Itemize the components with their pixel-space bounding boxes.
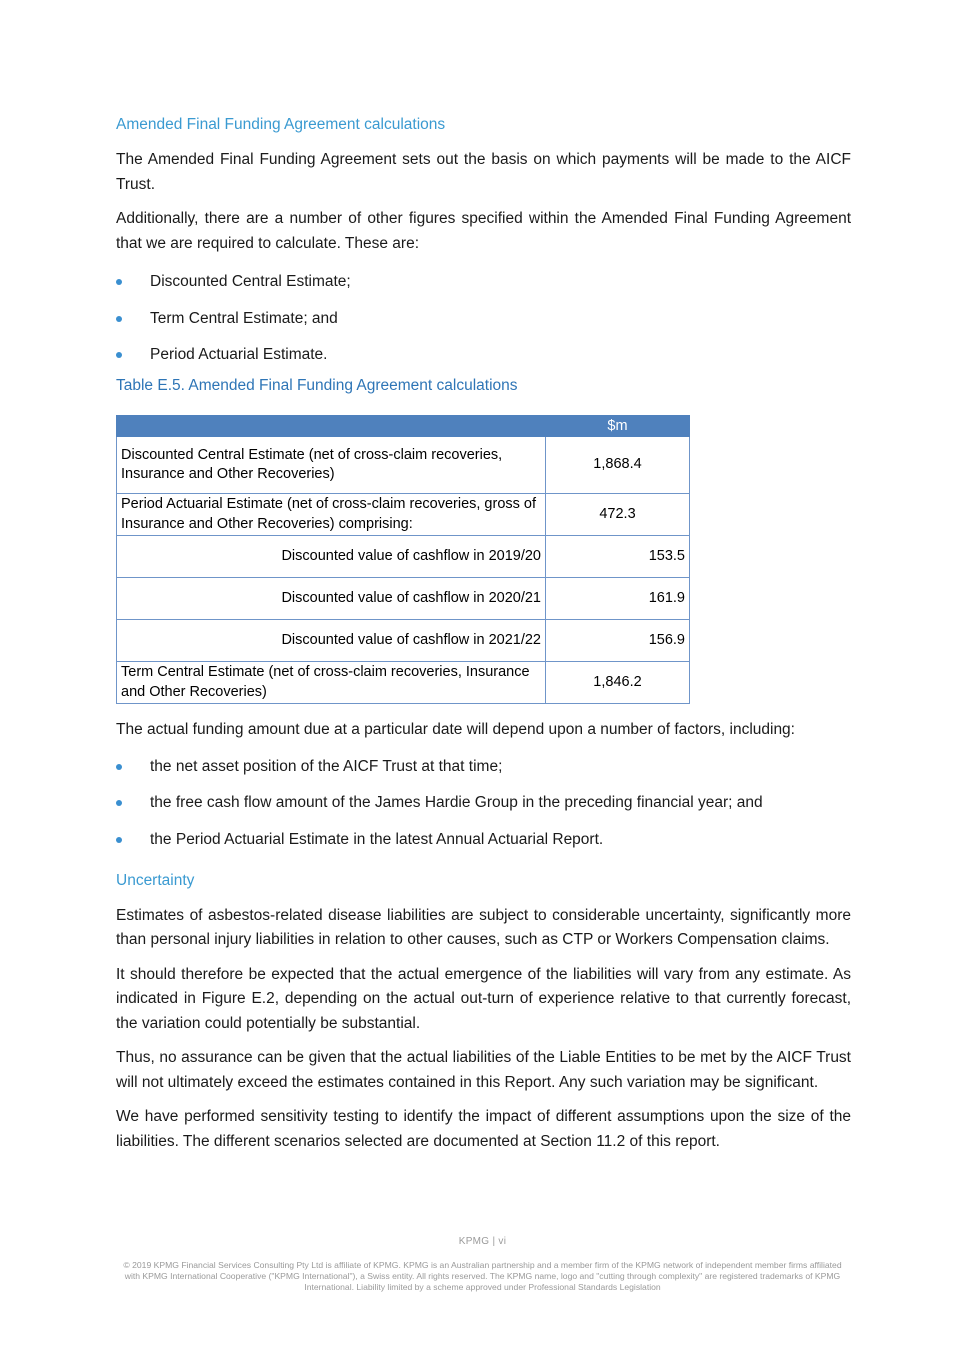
header-label-cell bbox=[117, 416, 546, 437]
table-row bbox=[117, 620, 690, 662]
bullet-icon bbox=[116, 800, 122, 806]
row-value: 472.3 bbox=[546, 494, 690, 536]
paragraph: The actual funding amount due at a particular date will depend upon a number of factors, including: bbox=[116, 721, 795, 738]
list-item: Term Central Estimate; and bbox=[116, 307, 851, 331]
row-value: 156.9 bbox=[546, 620, 690, 662]
document-page bbox=[116, 114, 851, 1164]
bullet-icon bbox=[116, 352, 122, 358]
table-row bbox=[117, 536, 690, 578]
list-item: the net asset position of the AICF Trust at that time; bbox=[116, 755, 851, 779]
row-label: Discounted value of cashflow in 2019/20 bbox=[117, 536, 546, 578]
paragraph: Thus, no assurance can be given that the actual liabilities of the Liable Entities to be met by the AICF Trust will not ultimately exceed the estimates contained in this Report. Any such variation may be significant. bbox=[116, 1049, 851, 1091]
paragraph: The Amended Final Funding Agreement sets out the basis on which payments will be made to the AICF Trust. bbox=[116, 151, 851, 193]
table-row bbox=[117, 494, 690, 536]
paragraph: We have performed sensitivity testing to identify the impact of different assumptions upon the size of the liabilities. The different scenarios selected are documented at Section 11.2 of this report. bbox=[116, 1108, 851, 1150]
header-unit-cell: $m bbox=[546, 416, 690, 437]
list-item: Discounted Central Estimate; bbox=[116, 270, 851, 294]
row-value: 1,846.2 bbox=[546, 662, 690, 704]
table-row bbox=[117, 662, 690, 704]
row-label: Period Actuarial Estimate (net of cross-claim recoveries, gross of Insurance and Other Recoveries) comprising: bbox=[117, 494, 546, 536]
bullet-icon bbox=[116, 279, 122, 285]
row-label: Discounted value of cashflow in 2021/22 bbox=[117, 620, 546, 662]
row-value: 153.5 bbox=[546, 536, 690, 578]
list-item: Period Actuarial Estimate. bbox=[116, 343, 851, 367]
bullet-list-figures bbox=[116, 270, 851, 367]
table-row bbox=[117, 437, 690, 494]
bullet-icon bbox=[116, 764, 122, 770]
table-row bbox=[117, 578, 690, 620]
bullet-icon bbox=[116, 837, 122, 843]
page-number: KPMG | vi bbox=[458, 1236, 507, 1247]
row-label: Term Central Estimate (net of cross-claim recoveries, Insurance and Other Recoveries) bbox=[117, 662, 546, 704]
table-header-row bbox=[117, 416, 690, 437]
paragraph: It should therefore be expected that the actual emergence of the liabilities will vary from any estimate. As indicated in Figure E.2, depending on the actual out-turn of experience relative to that currently forecast, the variation could potentially be substantial. bbox=[116, 965, 851, 1032]
calculations-table bbox=[116, 415, 690, 704]
bullet-list-factors bbox=[116, 755, 851, 852]
row-value: 1,868.4 bbox=[546, 437, 690, 494]
section-heading-funding: Amended Final Funding Agreement calculations bbox=[116, 116, 446, 133]
row-value: 161.9 bbox=[546, 578, 690, 620]
bullet-icon bbox=[116, 316, 122, 322]
list-item: the Period Actuarial Estimate in the latest Annual Actuarial Report. bbox=[116, 828, 851, 852]
paragraph: Estimates of asbestos-related disease liabilities are subject to considerable uncertainty, significantly more than personal injury liabilities in relation to other causes, such as CTP or Workers Compensation claims. bbox=[116, 906, 851, 948]
section-heading-uncertainty: Uncertainty bbox=[116, 871, 195, 889]
legal-notice: © 2019 KPMG Financial Services Consulting Pty Ltd is affiliate of KPMG. KPMG is an Australian partnership and a member firm of the KPMG network of independent member firms affiliated with KPMG International Cooperative ("KPMG International"), a Swiss entity. All rights reserved. The KPMG name, logo and "cutting through complexity" are registered trademarks of KPMG International. Liability limited by a scheme approved under Professional Standards Legislation bbox=[123, 1260, 842, 1292]
table-caption: Table E.5. Amended Final Funding Agreement calculations bbox=[116, 377, 518, 394]
paragraph: Additionally, there are a number of other figures specified within the Amended Final Funding Agreement that we are required to calculate. These are: bbox=[116, 210, 851, 252]
list-item: the free cash flow amount of the James Hardie Group in the preceding financial year; and bbox=[116, 791, 851, 815]
row-label: Discounted Central Estimate (net of cross-claim recoveries, Insurance and Other Recoveries) bbox=[117, 437, 546, 494]
row-label: Discounted value of cashflow in 2020/21 bbox=[117, 578, 546, 620]
